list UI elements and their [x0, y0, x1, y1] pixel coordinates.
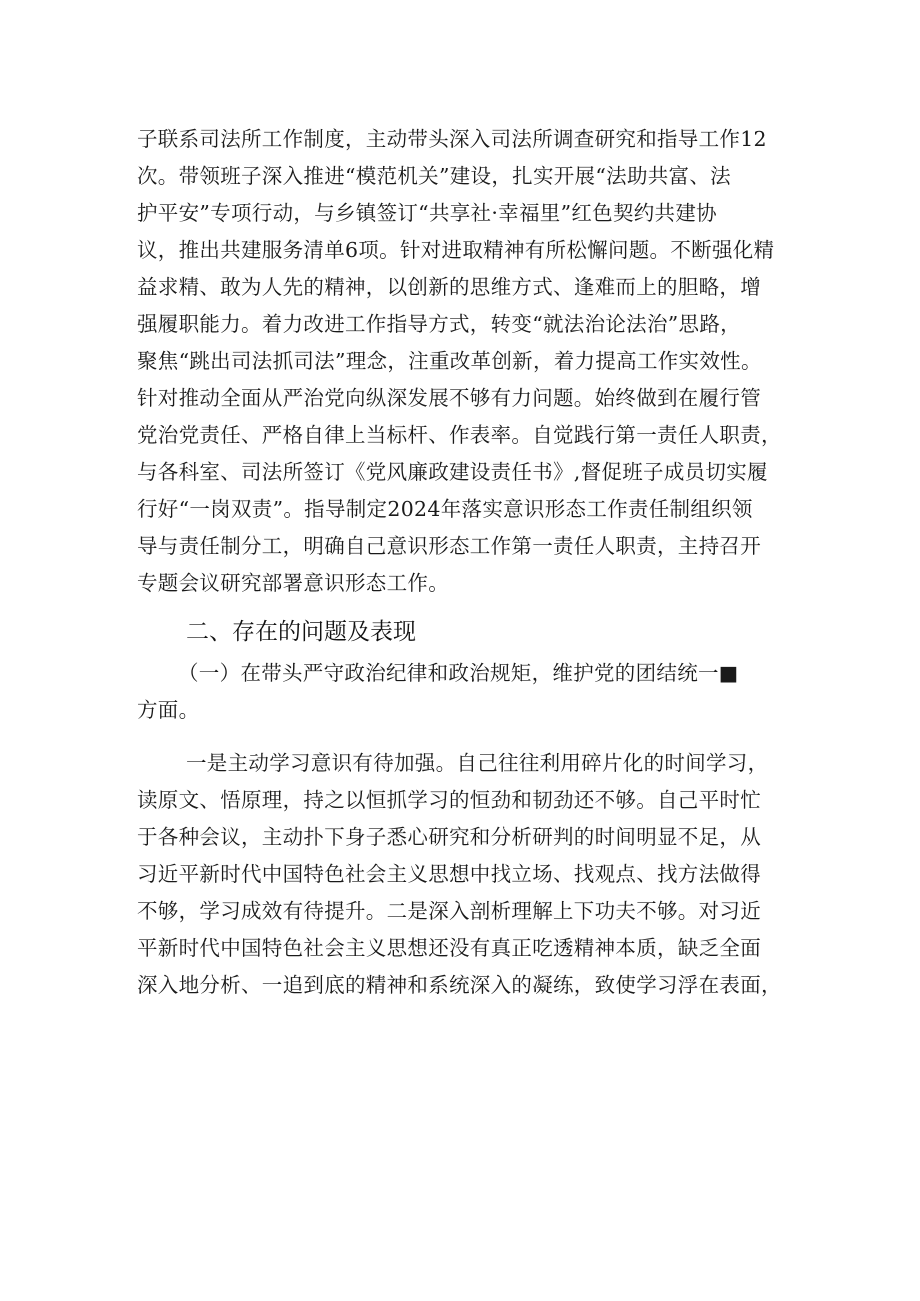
text-line: 与各科室、司法所签订《党风廉政建设责任书》,督促班子成员切实履 — [137, 460, 768, 484]
text-line: 行好“一岗双责”。指导制定2024年落实意识形态工作责任制组织领 — [137, 497, 753, 521]
text-line: 深入地分析、一追到底的精神和系统深入的凝练，致使学习浮在表面， — [137, 973, 782, 997]
text-line: 习近平新时代中国特色社会主义思想中找立场、找观点、找方法做得 — [137, 862, 761, 886]
text-line: 次。带领班子深入推进“模范机关”建设，扎实开展“法助共富、法 — [137, 164, 731, 188]
text-line: 益求精、敢为人先的精神，以创新的思维方式、逢难而上的胆略，增 — [137, 275, 761, 299]
subsection-title: （一）在带头严守政治纪律和政治规矩，维护党的团结统一■ — [178, 661, 739, 685]
text-line: 平新时代中国特色社会主义思想还没有真正吃透精神本质，缺乏全面 — [137, 936, 761, 960]
text-line: 于各种会议，主动扑下身子悉心研究和分析研判的时间明显不足，从 — [137, 825, 761, 849]
text-line: 不够，学习成效有待提升。二是深入剖析理解上下功夫不够。对习近 — [137, 899, 761, 923]
text-line: 强履职能力。着力改进工作指导方式，转变“就法治论法治”思路， — [137, 312, 741, 336]
text-line: 针对推动全面从严治党向纵深发展不够有力问题。始终做到在履行管 — [137, 386, 761, 410]
text-line: 导与责任制分工，明确自己意识形态工作第一责任人职责，主持召开 — [137, 534, 761, 558]
section-heading: 二、存在的问题及表现 — [186, 619, 416, 645]
text-line: 读原文、悟原理，持之以恒抓学习的恒劲和韧劲还不够。自己平时忙 — [137, 788, 761, 812]
text-line: 一是主动学习意识有待加强。自己往往利用碎片化的时间学习， — [186, 751, 769, 775]
text-line: 党治党责任、严格自律上当标杆、作表率。自觉践行第一责任人职责， — [137, 423, 782, 447]
text-line: 子联系司法所工作制度，主动带头深入司法所调查研究和指导工作12 — [137, 127, 767, 151]
subsection-title-cont: 方面。 — [137, 698, 200, 722]
text-line: 专题会议研究部署意识形态工作。 — [137, 571, 449, 595]
text-line: 护平安”专项行动，与乡镇签订“共享社·幸福里”红色契约共建协 — [137, 201, 717, 225]
text-line: 议，推出共建服务清单6项。针对进取精神有所松懈问题。不断强化精 — [137, 238, 775, 262]
text-line: 聚焦“跳出司法抓司法”理念，注重改革创新，着力提高工作实效性。 — [137, 349, 762, 373]
